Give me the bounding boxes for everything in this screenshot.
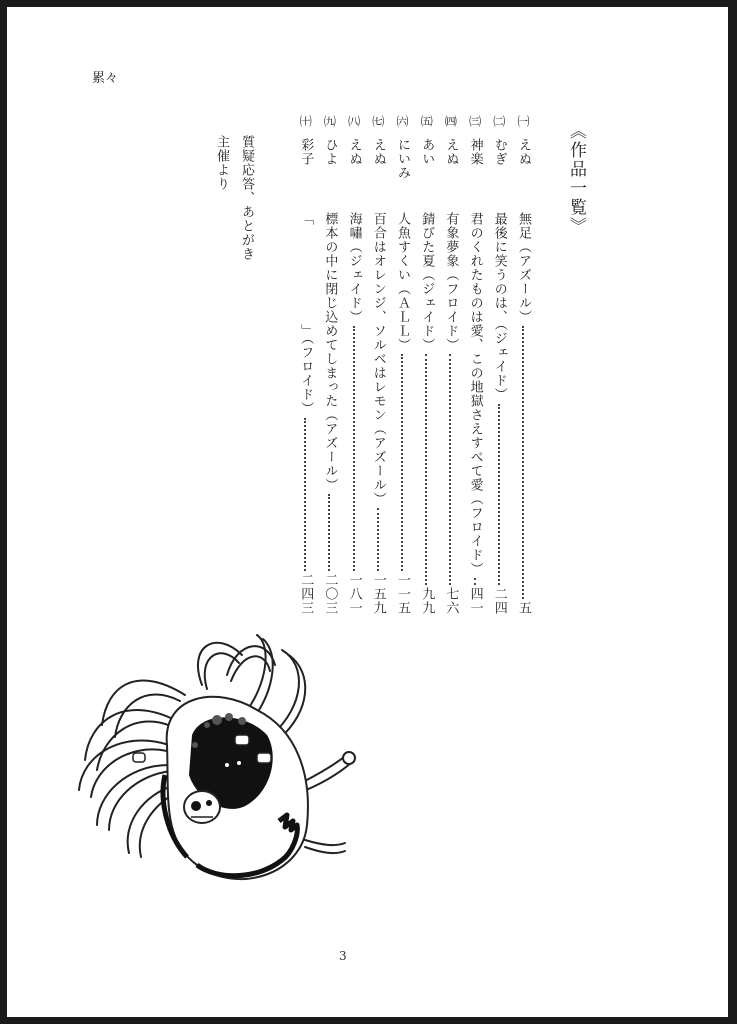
toc-entry-page: 一一五 [395,573,410,615]
toc-entry [440,115,460,615]
toc-entry-author: にいみ [395,138,410,180]
toc-entry-leader-dots [304,418,306,572]
toc-entry-title: 海嘯（ジェイド） [346,212,362,324]
toc-entry [513,115,533,615]
toc-entry-leader-dots [522,326,524,599]
toc-entry-leader-dots [377,508,379,571]
book-page [7,7,728,1017]
toc-entry-number: ㈣ [443,115,458,127]
toc-entry-author: えぬ [346,138,362,166]
toc-entry-page: 二〇三 [322,573,338,615]
toc-title: 《作品一覧》 [566,122,586,236]
toc-entry-number: ㈨ [322,115,337,127]
toc-entry [489,115,509,615]
toc-entry-number: ㈩ [298,115,313,127]
toc-entry-number: ㈡ [491,115,506,127]
toc-entry [295,115,315,615]
toc-entry-author: むぎ [491,138,507,166]
toc-entry-number: ㈢ [467,115,482,127]
toc-entry [368,115,388,615]
header-author-name: 累々 [92,71,119,86]
toc-entry-page: 九九 [419,587,435,615]
mermaid-skeleton-illustration-icon [67,625,357,905]
toc-entry-title: 最後に笑うのは、（ジェイド） [491,212,507,402]
toc-entry-number: ㈠ [516,115,530,127]
toc-entry-number: ㈧ [346,115,361,127]
toc-entry-leader-dots [449,354,451,585]
toc-entry-leader-dots [328,494,330,571]
toc-entry-number: ㈥ [395,115,409,127]
page-number: 3 [339,949,347,963]
toc-entry [465,115,485,615]
toc-entry-author: ひよ [322,138,338,166]
afterword-line-1: 質疑応答、あとがき [239,135,254,261]
toc-entry-author: えぬ [370,138,386,166]
toc-entry [416,115,436,615]
toc-entry-title: 人魚すくい（ＡＬＬ） [395,212,410,352]
toc-entry-leader-dots [401,354,403,571]
toc-entry-page: 五 [516,601,531,615]
toc-entry-author: 神楽 [467,138,483,166]
toc-entry-title: 百合はオレンジ、ソルベはレモン（アズール） [370,212,386,506]
toc-entry-title: 有象夢象（フロイド） [443,212,459,352]
toc-entry-author: えぬ [443,138,459,166]
toc-entry-leader-dots [498,404,500,586]
toc-entry [344,115,364,615]
toc-entry-author: 彩子 [298,138,314,166]
toc-entry-leader-dots [425,354,427,585]
toc-entry-number: ㈦ [370,115,385,127]
toc-entry-title: 錆びた夏（ジェイド） [419,212,435,352]
toc-entry-page: 七六 [443,587,459,615]
toc-entry-title: 標本の中に閉じ込めてしまった（アズール） [322,212,338,492]
toc-entry-number: ㈤ [419,115,434,127]
toc-entry-author: あい [419,138,435,166]
toc-entry-page: 二四 [491,587,507,615]
toc-entry-page: 四一 [467,587,483,615]
toc-entry [319,115,339,615]
toc-entry-author: えぬ [516,138,531,166]
toc-entry-title: 「 」（フロイド） [298,212,314,416]
afterword-line-2: 主催より [214,135,229,191]
toc-entry-page: 二四三 [298,573,314,615]
toc-entry-leader-dots [353,326,355,571]
toc-entry-page: 一八一 [346,573,362,615]
toc-entry-page: 一五九 [370,573,386,615]
toc-entry [392,115,412,615]
toc-entry-leader-dots [474,578,476,585]
toc-entry-title: 君のくれたものは愛、この地獄さえすべて愛（フロイド） [467,212,483,576]
toc-entry-title: 無足（アズール） [516,212,531,324]
